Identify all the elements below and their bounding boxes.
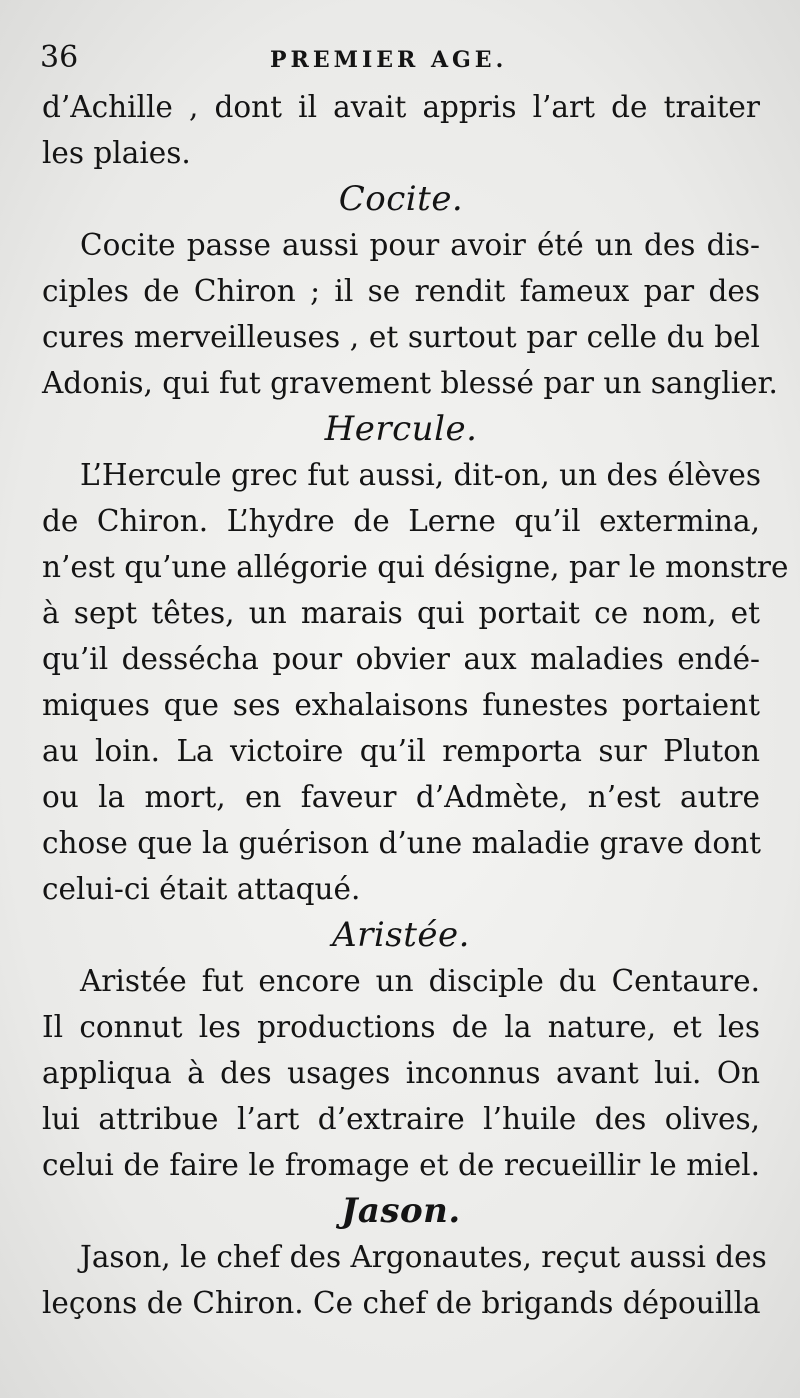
text-line: lui attribue l’art d’extraire l’huile des olives, (42, 1102, 760, 1136)
text-line: ou la mort, en faveur d’Admète, n’est autre (42, 780, 760, 814)
running-title: PREMIER AGE. (270, 47, 508, 73)
text-line: Jason, le chef des Argonautes, reçut aussi des (80, 1240, 767, 1274)
section-heading-jason: Jason. (341, 1191, 461, 1231)
text-line: d’Achille , dont il avait appris l’art de traiter (42, 90, 760, 124)
section-heading-cocite: Cocite. (338, 179, 464, 219)
section-heading-aristee: Aristée. (332, 915, 470, 955)
text-line: Adonis, qui fut gravement blessé par un sanglier. (42, 366, 778, 400)
text-line: de Chiron. L’hydre de Lerne qu’il extermina, (42, 504, 760, 538)
text-line: Cocite passe aussi pour avoir été un des dis- (80, 228, 760, 262)
text-line: qu’il dessécha pour obvier aux maladies endé- (42, 642, 760, 676)
text-line: L’Hercule grec fut aussi, dit-on, un des élèves (80, 458, 762, 492)
text-line: leçons de Chiron. Ce chef de brigands dépouilla (42, 1286, 761, 1320)
text-line: Il connut les productions de la nature, et les (42, 1010, 760, 1044)
page-number: 36 (40, 40, 79, 75)
text-line: miques que ses exhalaisons funestes portaient (42, 688, 760, 722)
text-line: cures merveilleuses , et surtout par celle du bel (42, 320, 760, 354)
section-heading-hercule: Hercule. (324, 409, 478, 449)
text-line: les plaies. (42, 136, 191, 170)
text-line: ciples de Chiron ; il se rendit fameux par des (42, 274, 760, 308)
text-line: appliqua à des usages inconnus avant lui. On (42, 1056, 760, 1090)
running-head (40, 38, 760, 78)
text-line: chose que la guérison d’une maladie grave dont (42, 826, 761, 860)
text-line: celui de faire le fromage et de recueillir le miel. (42, 1148, 760, 1182)
text-line: au loin. La victoire qu’il remporta sur Pluton (42, 734, 760, 768)
text-line: Aristée fut encore un disciple du Centaure. (80, 964, 760, 998)
text-line: celui-ci était attaqué. (42, 872, 361, 906)
body-text (42, 84, 789, 1326)
text-line: à sept têtes, un marais qui portait ce nom, et (42, 596, 760, 630)
text-line: n’est qu’une allégorie qui désigne, par le monstre (42, 550, 789, 584)
